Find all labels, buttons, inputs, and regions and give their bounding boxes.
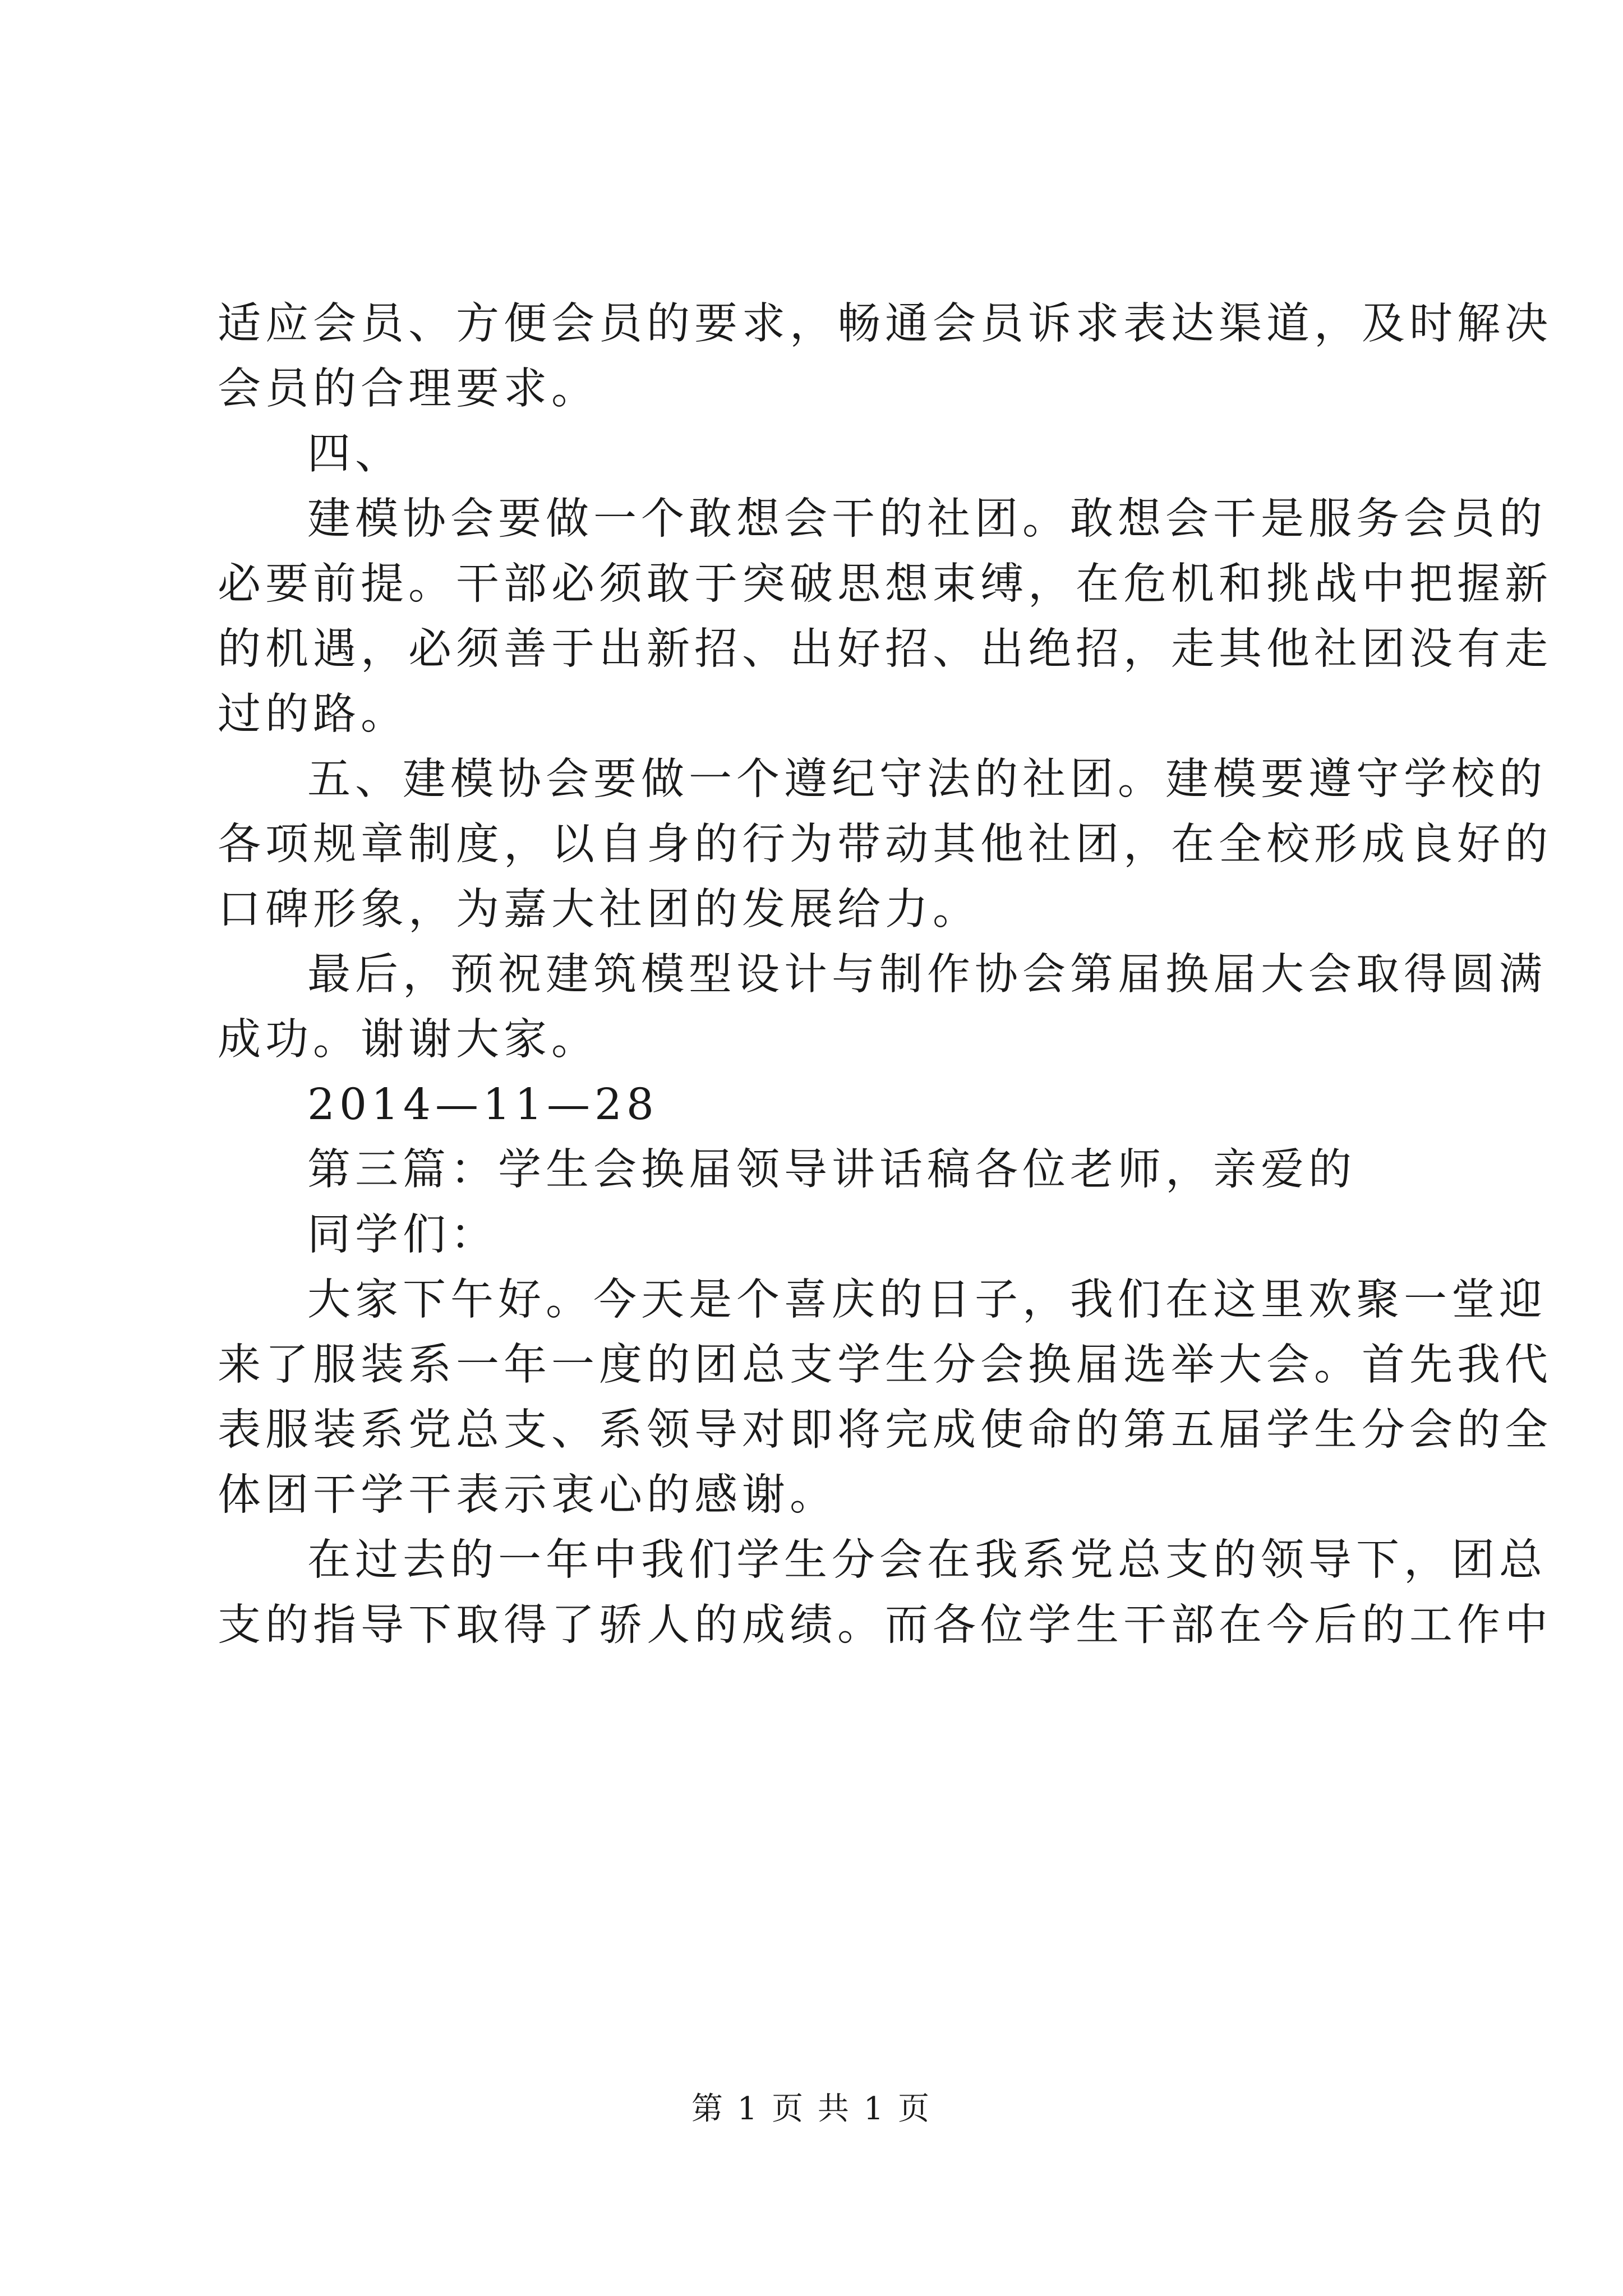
document-body <box>218 292 1552 1658</box>
text-line: 适应会员、方便会员的要求，畅通会员诉求表达渠道，及时解决 <box>218 299 1552 349</box>
text-line: 表服装系党总支、系领导对即将完成使命的第五届学生分会的全 <box>218 1405 1552 1455</box>
section-heading: 四、 <box>307 429 403 479</box>
text-line: 的机遇，必须善于出新招、出好招、出绝招，走其他社团没有走 <box>218 624 1552 674</box>
text-line: 会员的合理要求。 <box>218 364 599 414</box>
text-line: 五、建模协会要做一个遵纪守法的社团。建模要遵守学校的 <box>307 754 1547 804</box>
date-line: 2014—11—28 <box>307 1080 658 1130</box>
page-footer <box>0 2087 1623 2132</box>
text-line: 各项规章制度，以自身的行为带动其他社团，在全校形成良好的 <box>218 820 1552 869</box>
salutation: 同学们： <box>307 1210 498 1260</box>
section-title: 第三篇：学生会换届领导讲话稿各位老师，亲爱的 <box>307 1145 1356 1195</box>
text-line: 大家下午好。今天是个喜庆的日子，我们在这里欢聚一堂迎 <box>307 1275 1547 1325</box>
text-line: 在过去的一年中我们学生分会在我系党总支的领导下，团总 <box>307 1535 1547 1585</box>
text-line: 过的路。 <box>218 689 408 739</box>
text-line: 支的指导下取得了骄人的成绩。而各位学生干部在今后的工作中 <box>218 1600 1552 1650</box>
text-line: 口碑形象，为嘉大社团的发展给力。 <box>218 885 980 935</box>
text-line: 成功。谢谢大家。 <box>218 1015 599 1065</box>
page-number-label: 第 1 页 共 1 页 <box>691 2091 932 2127</box>
text-line: 来了服装系一年一度的团总支学生分会换届选举大会。首先我代 <box>218 1340 1552 1390</box>
text-line: 建模协会要做一个敢想会干的社团。敢想会干是服务会员的 <box>307 494 1547 544</box>
text-line: 必要前提。干部必须敢于突破思想束缚，在危机和挑战中把握新 <box>218 559 1552 609</box>
text-line: 最后，预祝建筑模型设计与制作协会第届换届大会取得圆满 <box>307 950 1547 1000</box>
text-line: 体团干学干表示衷心的感谢。 <box>218 1470 837 1520</box>
